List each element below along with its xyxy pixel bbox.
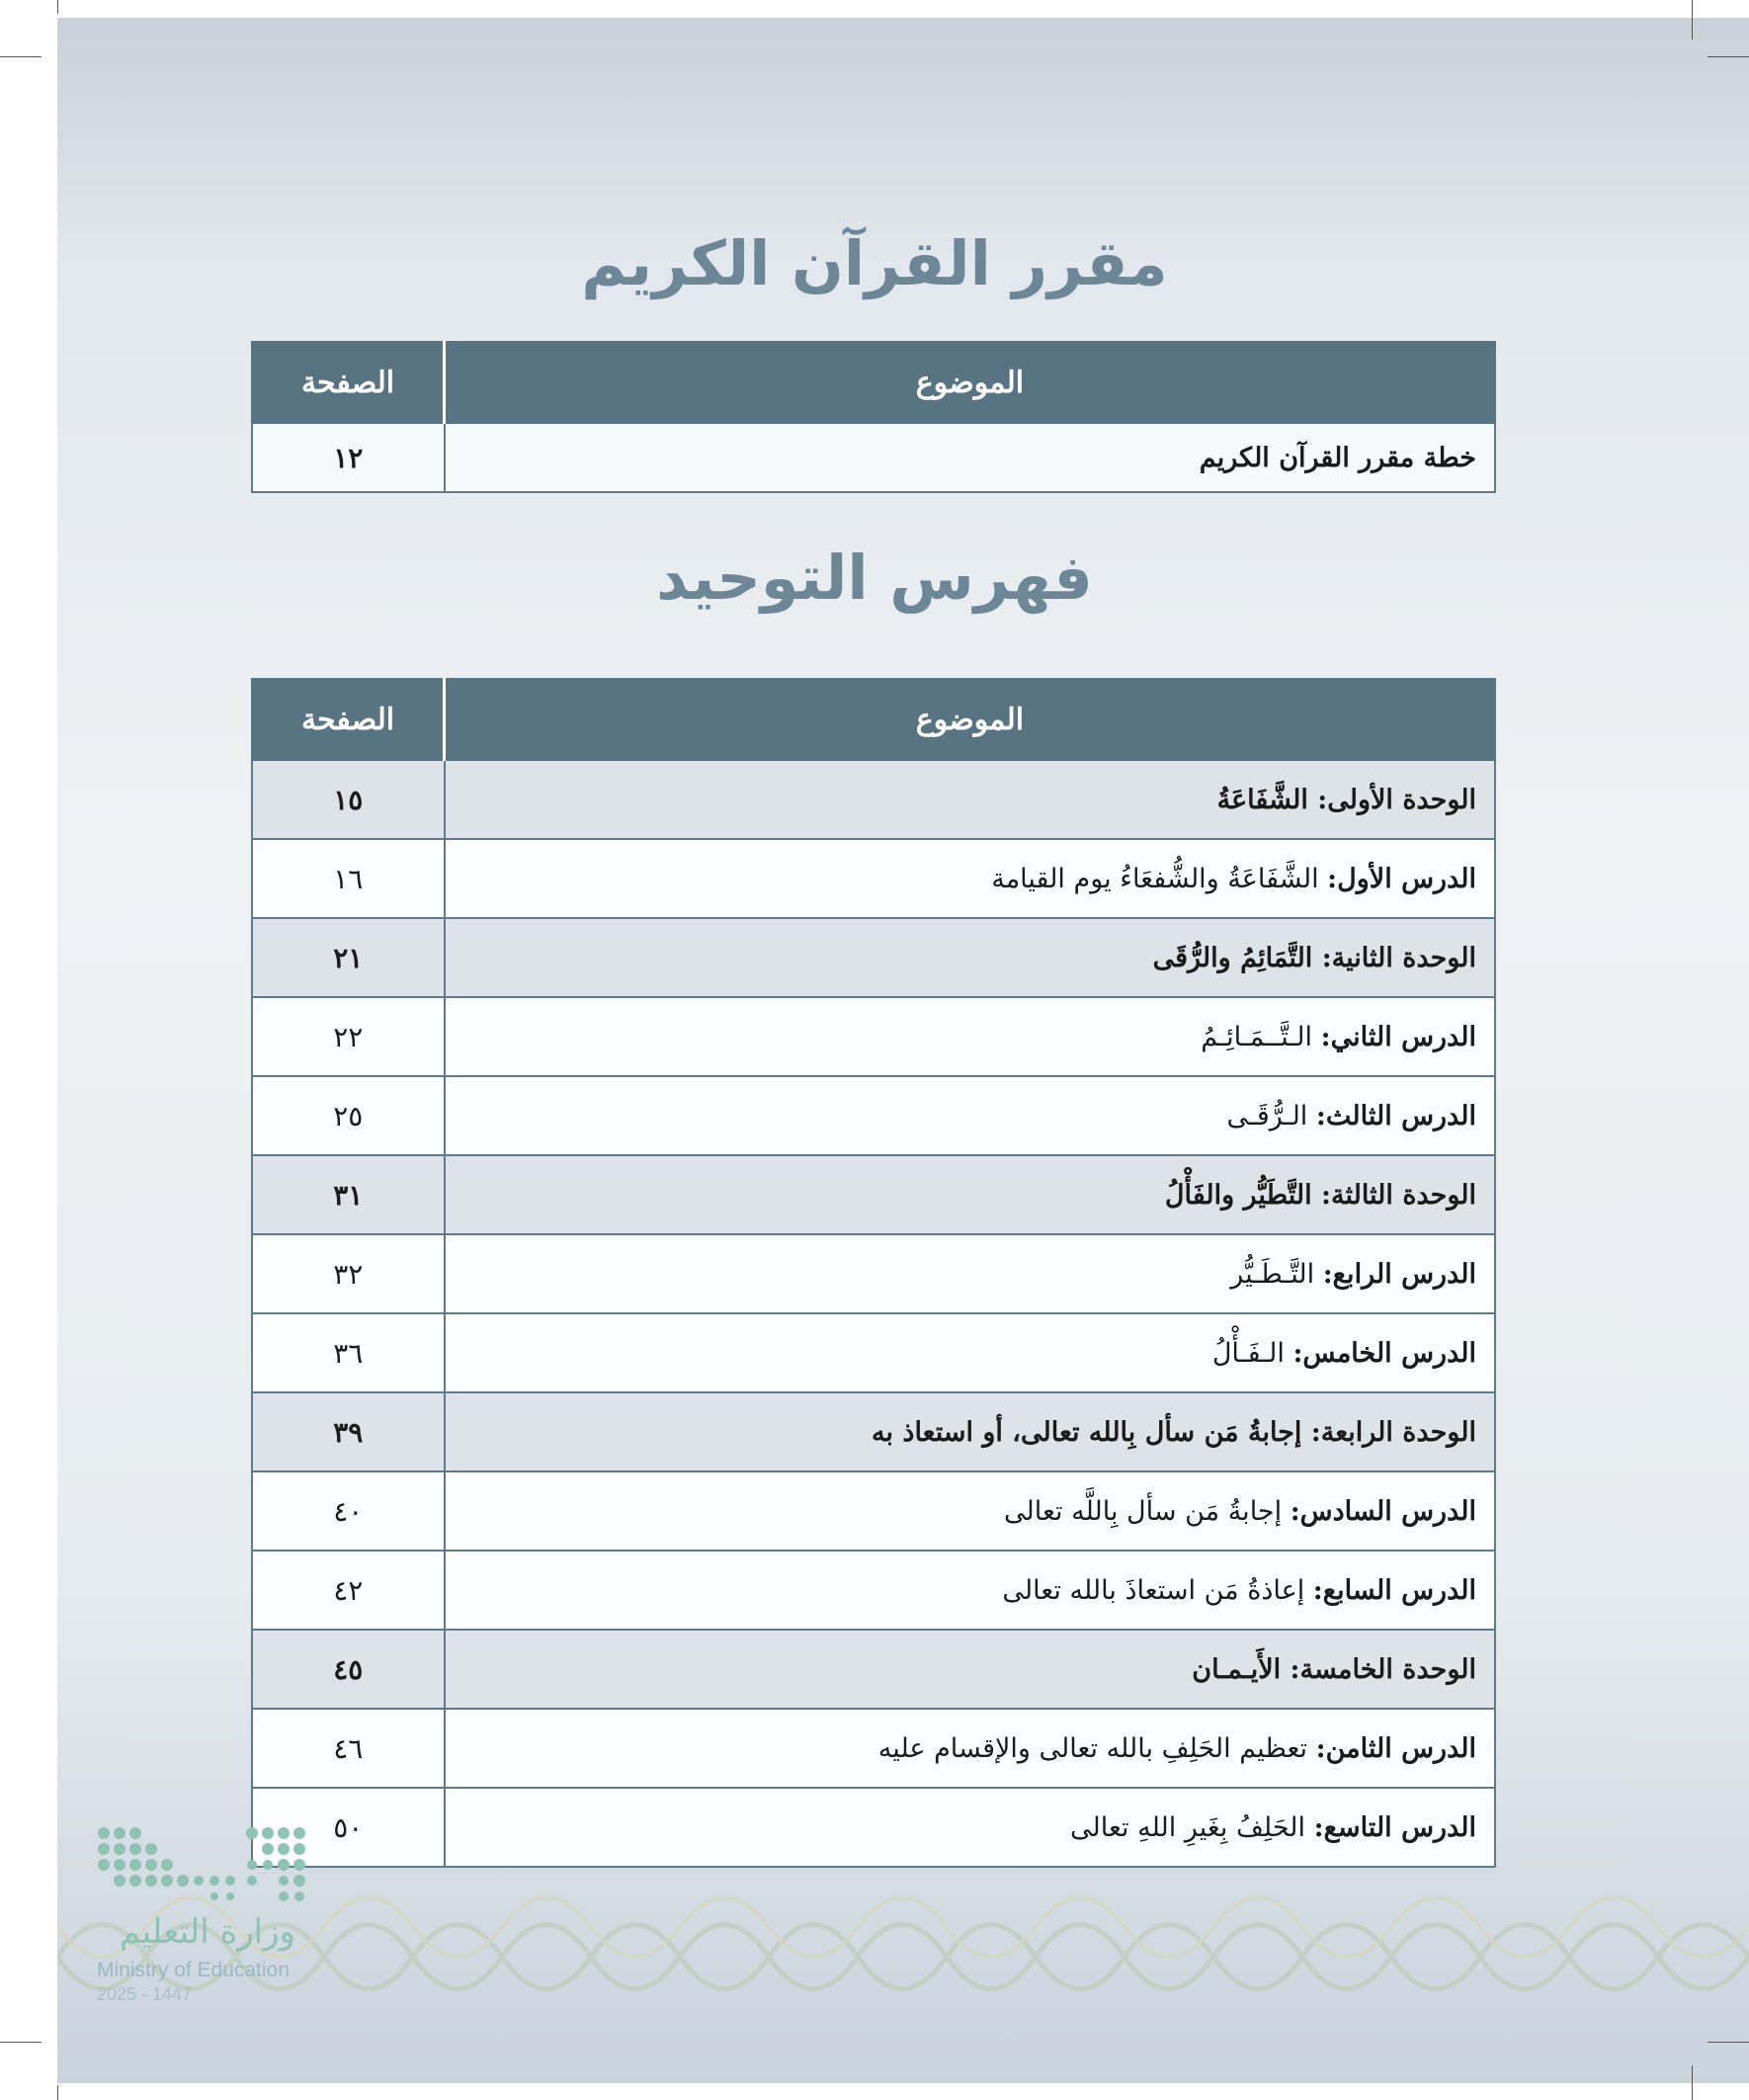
page-number: ١٥ bbox=[252, 760, 445, 839]
crop-mark bbox=[1707, 2042, 1749, 2043]
topic-text: الوحدة الأولى: الشَّفَاعَةُ bbox=[1216, 784, 1476, 815]
page-number: ٤٦ bbox=[252, 1709, 445, 1788]
topic-cell bbox=[445, 1471, 1496, 1551]
topic-text: الحَلِفُ بِغَيرِ اللهِ تعالى bbox=[1070, 1811, 1314, 1843]
page-number: ٣٢ bbox=[252, 1234, 445, 1313]
edition-year: 2025 - 1447 bbox=[97, 1984, 193, 2004]
topic-cell bbox=[445, 1709, 1496, 1788]
ministry-logo-icon bbox=[94, 1823, 321, 1912]
crop-mark bbox=[1692, 2065, 1693, 2100]
topic-text: التَّـطَـيُّر bbox=[1230, 1258, 1323, 1290]
lesson-label: الدرس السادس: bbox=[1290, 1495, 1476, 1527]
page-number: ٢١ bbox=[252, 918, 445, 997]
topic-cell bbox=[445, 1155, 1496, 1234]
table-header-row bbox=[252, 679, 1495, 760]
topic-cell bbox=[445, 1788, 1496, 1867]
table-row bbox=[252, 1392, 1495, 1471]
table-row bbox=[252, 1155, 1495, 1234]
lesson-label: الدرس الثاني: bbox=[1320, 1021, 1476, 1052]
table-row bbox=[252, 1630, 1495, 1709]
topic-cell bbox=[445, 1392, 1496, 1471]
page-number: ٤٢ bbox=[252, 1551, 445, 1630]
topic-text: الشَّفَاعَةُ والشُّفعَاءُ يوم القيامة bbox=[991, 863, 1328, 894]
crop-mark bbox=[57, 2085, 58, 2100]
lesson-label: الدرس التاسع: bbox=[1313, 1811, 1476, 1843]
page-number: ٢٢ bbox=[252, 997, 445, 1076]
ministry-name-english: Ministry of Education bbox=[97, 1959, 290, 1981]
quran-toc-body bbox=[252, 423, 1495, 492]
topic-text: الـفَـأْلُ bbox=[1211, 1337, 1293, 1369]
topic-cell bbox=[445, 918, 1496, 997]
topic-text: الوحدة الثالثة: التَّطَيُّر والفَأْلُ bbox=[1164, 1179, 1476, 1211]
topic-text: الوحدة الرابعة: إجابةُ مَن سأل بِالله تعالى، أو استعاذ به bbox=[872, 1416, 1476, 1448]
table-row bbox=[252, 760, 1495, 839]
lesson-label: الدرس الثالث: bbox=[1315, 1100, 1476, 1132]
topic-cell bbox=[445, 760, 1496, 839]
topic-text: الوحدة الخامسة: الأَيـمـان bbox=[1192, 1653, 1476, 1685]
tawheed-section-title: فهرس التوحيد bbox=[656, 542, 1093, 614]
table-row bbox=[252, 997, 1495, 1076]
table-row bbox=[252, 1313, 1495, 1392]
page-header: الصفحة bbox=[252, 679, 445, 760]
page-number: ٣١ bbox=[252, 1155, 445, 1234]
page-number: ٣٦ bbox=[252, 1313, 445, 1392]
quran-section-title: مقرر القرآن الكريم bbox=[581, 227, 1168, 299]
topic-text: إعاذةُ مَن استعاذَ بالله تعالى bbox=[1002, 1574, 1313, 1606]
topic-cell bbox=[445, 1234, 1496, 1313]
topic-cell bbox=[445, 1551, 1496, 1630]
topic-cell bbox=[445, 997, 1496, 1076]
topic-header: الموضوع bbox=[445, 342, 1496, 423]
crop-mark bbox=[0, 2042, 42, 2043]
table-row bbox=[252, 1471, 1495, 1551]
page-number: ٥٠ bbox=[252, 1788, 445, 1867]
topic-cell bbox=[445, 1076, 1496, 1155]
topic-text: إجابةُ مَن سأل بِاللَّه تعالى bbox=[1004, 1495, 1291, 1527]
table-row bbox=[252, 1234, 1495, 1313]
table-header-row bbox=[252, 342, 1495, 423]
topic-cell bbox=[445, 1630, 1496, 1709]
topic-text: الـتَّــمَـائِـمُ bbox=[1201, 1021, 1321, 1052]
table-row bbox=[252, 1709, 1495, 1788]
lesson-label: الدرس الأول: bbox=[1327, 863, 1476, 894]
page-number: ٤٠ bbox=[252, 1471, 445, 1551]
crop-mark bbox=[1692, 0, 1693, 40]
page-header: الصفحة bbox=[252, 342, 445, 423]
lesson-label: الدرس الخامس: bbox=[1292, 1337, 1476, 1369]
ministry-name-arabic: وزارة التعليم bbox=[120, 1912, 295, 1952]
topic-cell bbox=[445, 423, 1496, 492]
topic-text: تعظيم الحَلِفِ بالله تعالى والإقسام عليه bbox=[877, 1732, 1316, 1764]
topic-header: الموضوع bbox=[445, 679, 1496, 760]
page-number: ٤٥ bbox=[252, 1630, 445, 1709]
table-row bbox=[252, 1788, 1495, 1867]
topic-text: الـرُّقَـى bbox=[1226, 1100, 1316, 1132]
table-row bbox=[252, 423, 1495, 492]
quran-toc-table bbox=[251, 341, 1496, 493]
crop-mark bbox=[0, 56, 42, 57]
topic-text: الوحدة الثانية: التَّمَائِمُ والرُّقَى bbox=[1152, 942, 1476, 973]
crop-mark bbox=[57, 0, 58, 14]
topic-cell bbox=[445, 1313, 1496, 1392]
table-row bbox=[252, 1076, 1495, 1155]
crop-mark bbox=[1707, 56, 1749, 57]
tawheed-toc-body bbox=[252, 760, 1495, 1867]
tawheed-toc-table bbox=[251, 678, 1496, 1868]
topic-cell bbox=[445, 839, 1496, 918]
page-number: ٣٩ bbox=[252, 1392, 445, 1471]
lesson-label: الدرس الثامن: bbox=[1315, 1732, 1476, 1764]
page-number: ١٦ bbox=[252, 839, 445, 918]
page-number: ٢٥ bbox=[252, 1076, 445, 1155]
table-row bbox=[252, 918, 1495, 997]
topic-text: خطة مقرر القرآن الكريم bbox=[1199, 442, 1476, 473]
table-row bbox=[252, 1551, 1495, 1630]
page-number: ١٢ bbox=[252, 423, 445, 492]
table-row bbox=[252, 839, 1495, 918]
lesson-label: الدرس السابع: bbox=[1312, 1574, 1476, 1606]
lesson-label: الدرس الرابع: bbox=[1322, 1258, 1476, 1290]
